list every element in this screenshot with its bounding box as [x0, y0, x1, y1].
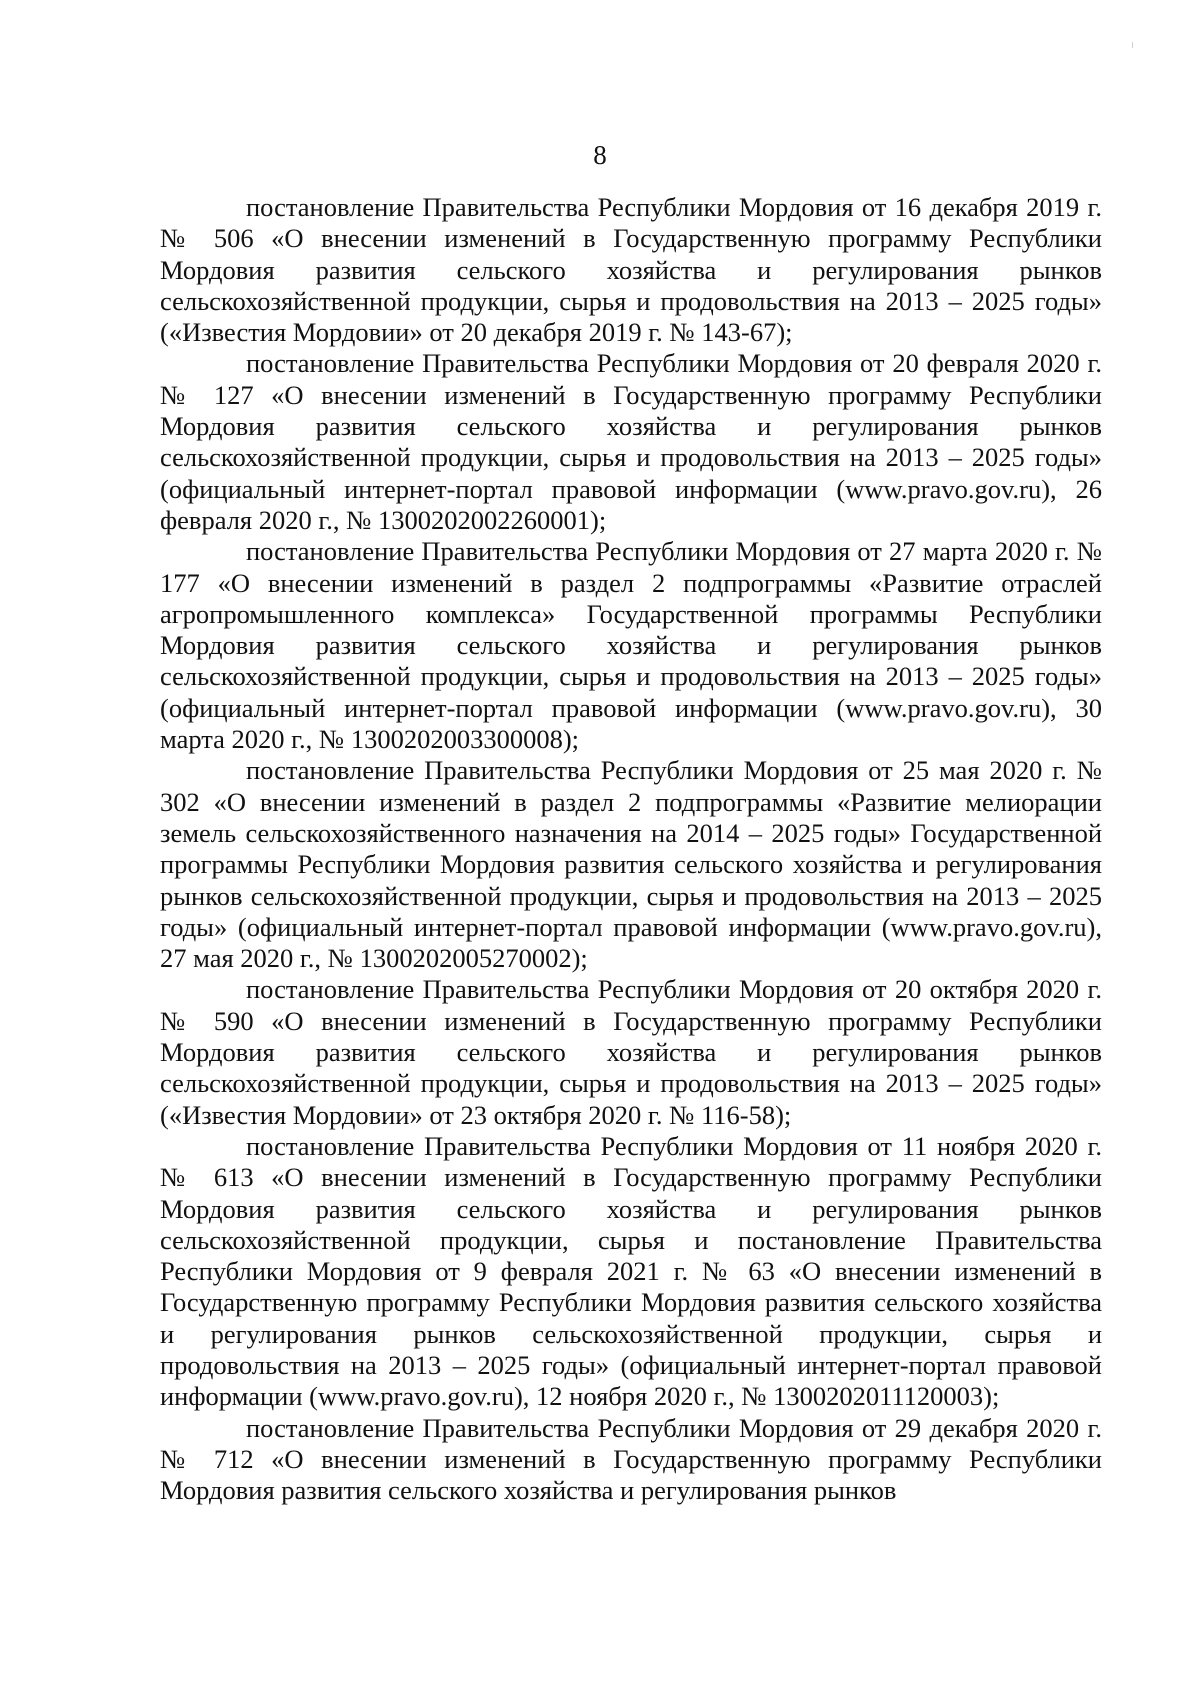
document-body	[160, 192, 1102, 1506]
scan-artifact	[1132, 42, 1133, 48]
paragraph-resolution-506: постановление Правительства Республики Мордовия от 16 декабря 2019 г. № 506 «О внесении изменений в Государственную программу Республики Мордовия развития сельского хозяйства и регулирования рынков сельскохозяйственной продукции, сырья и продовольствия на 2013 – 2025 годы» («Известия Мордовии» от 20 декабря 2019 г. № 143-67);	[160, 192, 1102, 348]
page-number: 8	[593, 140, 607, 170]
paragraph-resolution-590: постановление Правительства Республики Мордовия от 20 октября 2020 г. № 590 «О внесении изменений в Государственную программу Республики Мордовия развития сельского хозяйства и регулирования рынков сельскохозяйственной продукции, сырья и продовольствия на 2013 – 2025 годы» («Известия Мордовии» от 23 октября 2020 г. № 116-58);	[160, 974, 1102, 1130]
paragraph-resolution-177: постановление Правительства Республики Мордовия от 27 марта 2020 г. № 177 «О внесении изменений в раздел 2 подпрограммы «Развитие отраслей агропромышленного комплекса» Государственной программы Республики Мордовия развития сельского хозяйства и регулирования рынков сельскохозяйственной продукции, сырья и продовольствия на 2013 – 2025 годы» (официальный интернет-портал правовой информации (www.pravo.gov.ru), 30 марта 2020 г., № 1300202003300008);	[160, 536, 1102, 755]
paragraph-resolution-712: постановление Правительства Республики Мордовия от 29 декабря 2020 г. № 712 «О внесении изменений в Государственную программу Республики Мордовия развития сельского хозяйства и регулирования рынков	[160, 1412, 1102, 1506]
paragraph-resolution-302: постановление Правительства Республики Мордовия от 25 мая 2020 г. № 302 «О внесении изменений в раздел 2 подпрограммы «Развитие мелиорации земель сельскохозяйственного назначения на 2014 – 2025 годы» Государственной программы Республики Мордовия развития сельского хозяйства и регулирования рынков сельскохозяйственной продукции, сырья и продовольствия на 2013 – 2025 годы» (официальный интернет-портал правовой информации (www.pravo.gov.ru), 27 мая 2020 г., № 1300202005270002);	[160, 755, 1102, 974]
paragraph-resolution-613: постановление Правительства Республики Мордовия от 11 ноября 2020 г. № 613 «О внесении изменений в Государственную программу Республики Мордовия развития сельского хозяйства и регулирования рынков сельскохозяйственной продукции, сырья и постановление Правительства Республики Мордовия от 9 февраля 2021 г. № 63 «О внесении изменений в Государственную программу Республики Мордовия развития сельского хозяйства и регулирования рынков сельскохозяйственной продукции, сырья и продовольствия на 2013 – 2025 годы» (официальный интернет-портал правовой информации (www.pravo.gov.ru), 12 ноября 2020 г., № 1300202011120003);	[160, 1130, 1102, 1412]
paragraph-resolution-127: постановление Правительства Республики Мордовия от 20 февраля 2020 г. № 127 «О внесении изменений в Государственную программу Республики Мордовия развития сельского хозяйства и регулирования рынков сельскохозяйственной продукции, сырья и продовольствия на 2013 – 2025 годы» (официальный интернет-портал правовой информации (www.pravo.gov.ru), 26 февраля 2020 г., № 1300202002260001);	[160, 348, 1102, 535]
